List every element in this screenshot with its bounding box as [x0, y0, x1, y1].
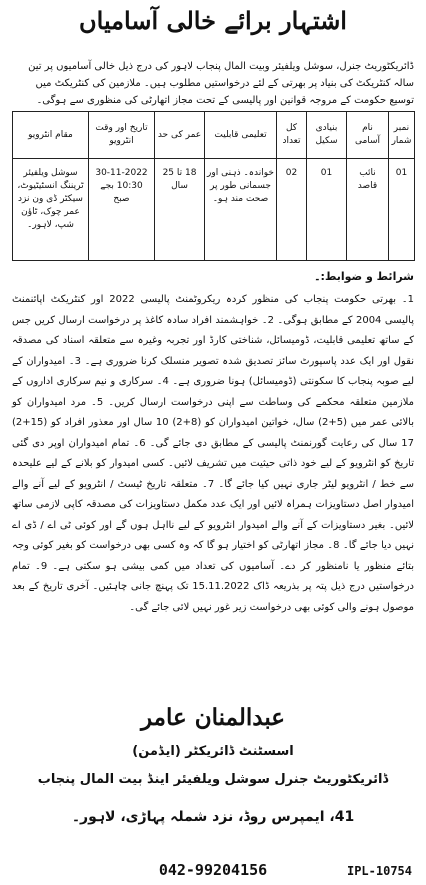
intro-paragraph: ڈائریکٹوریٹ جنرل، سوشل ویلفیئر وبیت المال پنجاب لاہور کی درج ذیل خالی آسامیوں پر تین سالہ کنٹریکٹ کی بنیاد پر بھرتی کے لئے درخواستیں مطلوب ہیں۔ ملازمین کی کنٹریکٹ میں توسیع حکومت کے مروجہ قوانین اور پالیسی کے تحت مجاز اتھارٹی کی منظوری سے ہوگی۔ — [28, 61, 414, 106]
table-header-row — [13, 112, 415, 159]
header-interview-date: تاریخ اور وقت انٹرویو — [89, 112, 155, 159]
cell-serial: 01 — [389, 159, 415, 261]
conditions-text: 1۔ بھرتی حکومت پنجاب کی منظور کردہ ریکروٹمنٹ پالیسی 2022 اور کنٹریکٹ اپائنمنٹ پالیسی 2004 کے مطابق ہوگی۔ 2۔ خواہشمند افراد سادہ کاغذ پر درخواست ارسال کریں جس کے ساتھ تعلیمی قابلیت، ڈومیسائل، شناختی کارڈ اور تجربہ وغیرہ سے متعلقہ اسناد کی مصدقہ نقول اور ایک عدد پاسپورٹ سائز تصدیق شدہ تصویر منسلک کرنا ضروری ہے۔ 3۔ امیدواران کے لیے صوبہ پنجاب کا سکونتی (ڈومیسائل) ہونا ضروری ہے۔ 4۔ سرکاری و نیم سرکاری اداروں کے ملازمین متعلقہ محکمے کی وساطت سے اپنی درخواست ارسال کریں۔ 5۔ مرد امیدواران کو بالائی عمر میں (5+2) سال، خواتین امیدواران کو (8+2) 10 سال اور معذور افراد کو (15+2) 17 سال کی رعایت گورنمنٹ پالیسی کے مطابق دی جائے گی۔ 6۔ تمام امیدواران اوپر دی گئی تاریخ کو انٹرویو کے لیے خود ذاتی حیثیت میں تشریف لائیں۔ کسی امیدوار کو بلانے کے لیے علیحدہ سے خط / انٹرویو لیٹر جاری نہیں کیا جائے گا۔ 7۔ متعلقہ تاریخ ٹیسٹ / انٹرویو کے لیے آنے والے امیدوار اصل دستاویزات ہمراہ لائیں اور ایک عدد مکمل دستاویزات کی مصدقہ کاپی لازمی ساتھ لائیں۔ بغیر دستاویزات کے آنے والے امیدوار انٹرویو کے لیے نااہل ہوں گے اور کوئی ٹی اے / ڈی اے نہیں دیا جائے گا۔ 8۔ مجاز اتھارٹی کو اختیار ہو گا کہ وہ کسی بھی درخواست کو بغیر کوئی وجہ بتائے منظور یا نامنظور کر دے۔ آسامیوں کی تعداد میں کمی بیشی ہو سکتی ہے۔ 9۔ تمام درخواستیں درج ذیل پتہ پر بذریعہ ڈاک 15.11.2022 تک پہنچ جانی چاہئیں۔ آخری تاریخ کے بعد موصول ہونے والی کوئی بھی درخواست زیر غور نہیں لائی جائے گی۔ — [12, 294, 415, 613]
cell-interview-venue: سوشل ویلفیئر ٹریننگ انسٹیٹیوٹ، سیکٹر ڈی ون نزد عمر چوک، ٹاؤن شپ، لاہور۔ — [13, 159, 89, 261]
signatory-department: ڈائریکٹوریٹ جنرل سوشل ویلفیئر اینڈ بیت المال پنجاب — [37, 772, 389, 787]
cell-qualification: خواندہ۔ ذہنی اور جسمانی طور پر صحت مند ہو۔ — [205, 159, 277, 261]
signatory-name: عبدالمنان عامر — [140, 704, 286, 731]
signatory-designation: اسسٹنٹ ڈائریکٹر (ایڈمن) — [132, 744, 294, 759]
header-interview-venue: مقام انٹرویو — [13, 112, 89, 159]
office-address: 41، ایمپرس روڈ، نزد شملہ پہاڑی، لاہور۔ — [71, 809, 355, 825]
cell-post-name: نائب قاصد — [347, 159, 389, 261]
conditions-heading: شرائط و ضوابط:۔ — [314, 270, 414, 283]
ad-title: اشتہار برائے خالی آسامیاں — [79, 6, 347, 35]
phone-number: 042-99204156 — [158, 861, 268, 879]
header-post-name: نام آسامی — [347, 112, 389, 159]
cell-scale: 01 — [307, 159, 347, 261]
header-total: کل تعداد — [277, 112, 307, 159]
header-serial: نمبر شمار — [389, 112, 415, 159]
header-qualification: تعلیمی قابلیت — [205, 112, 277, 159]
cell-age-limit: 18 تا 25 سال — [155, 159, 205, 261]
vacancy-table — [12, 111, 415, 261]
ipl-code: IPL-10754 — [346, 864, 412, 878]
cell-interview-date: 30-11-2022 10:30 بجے صبح — [89, 159, 155, 261]
header-scale: بنیادی سکیل — [307, 112, 347, 159]
table-row — [13, 159, 415, 261]
cell-total: 02 — [277, 159, 307, 261]
header-age-limit: عمر کی حد — [155, 112, 205, 159]
